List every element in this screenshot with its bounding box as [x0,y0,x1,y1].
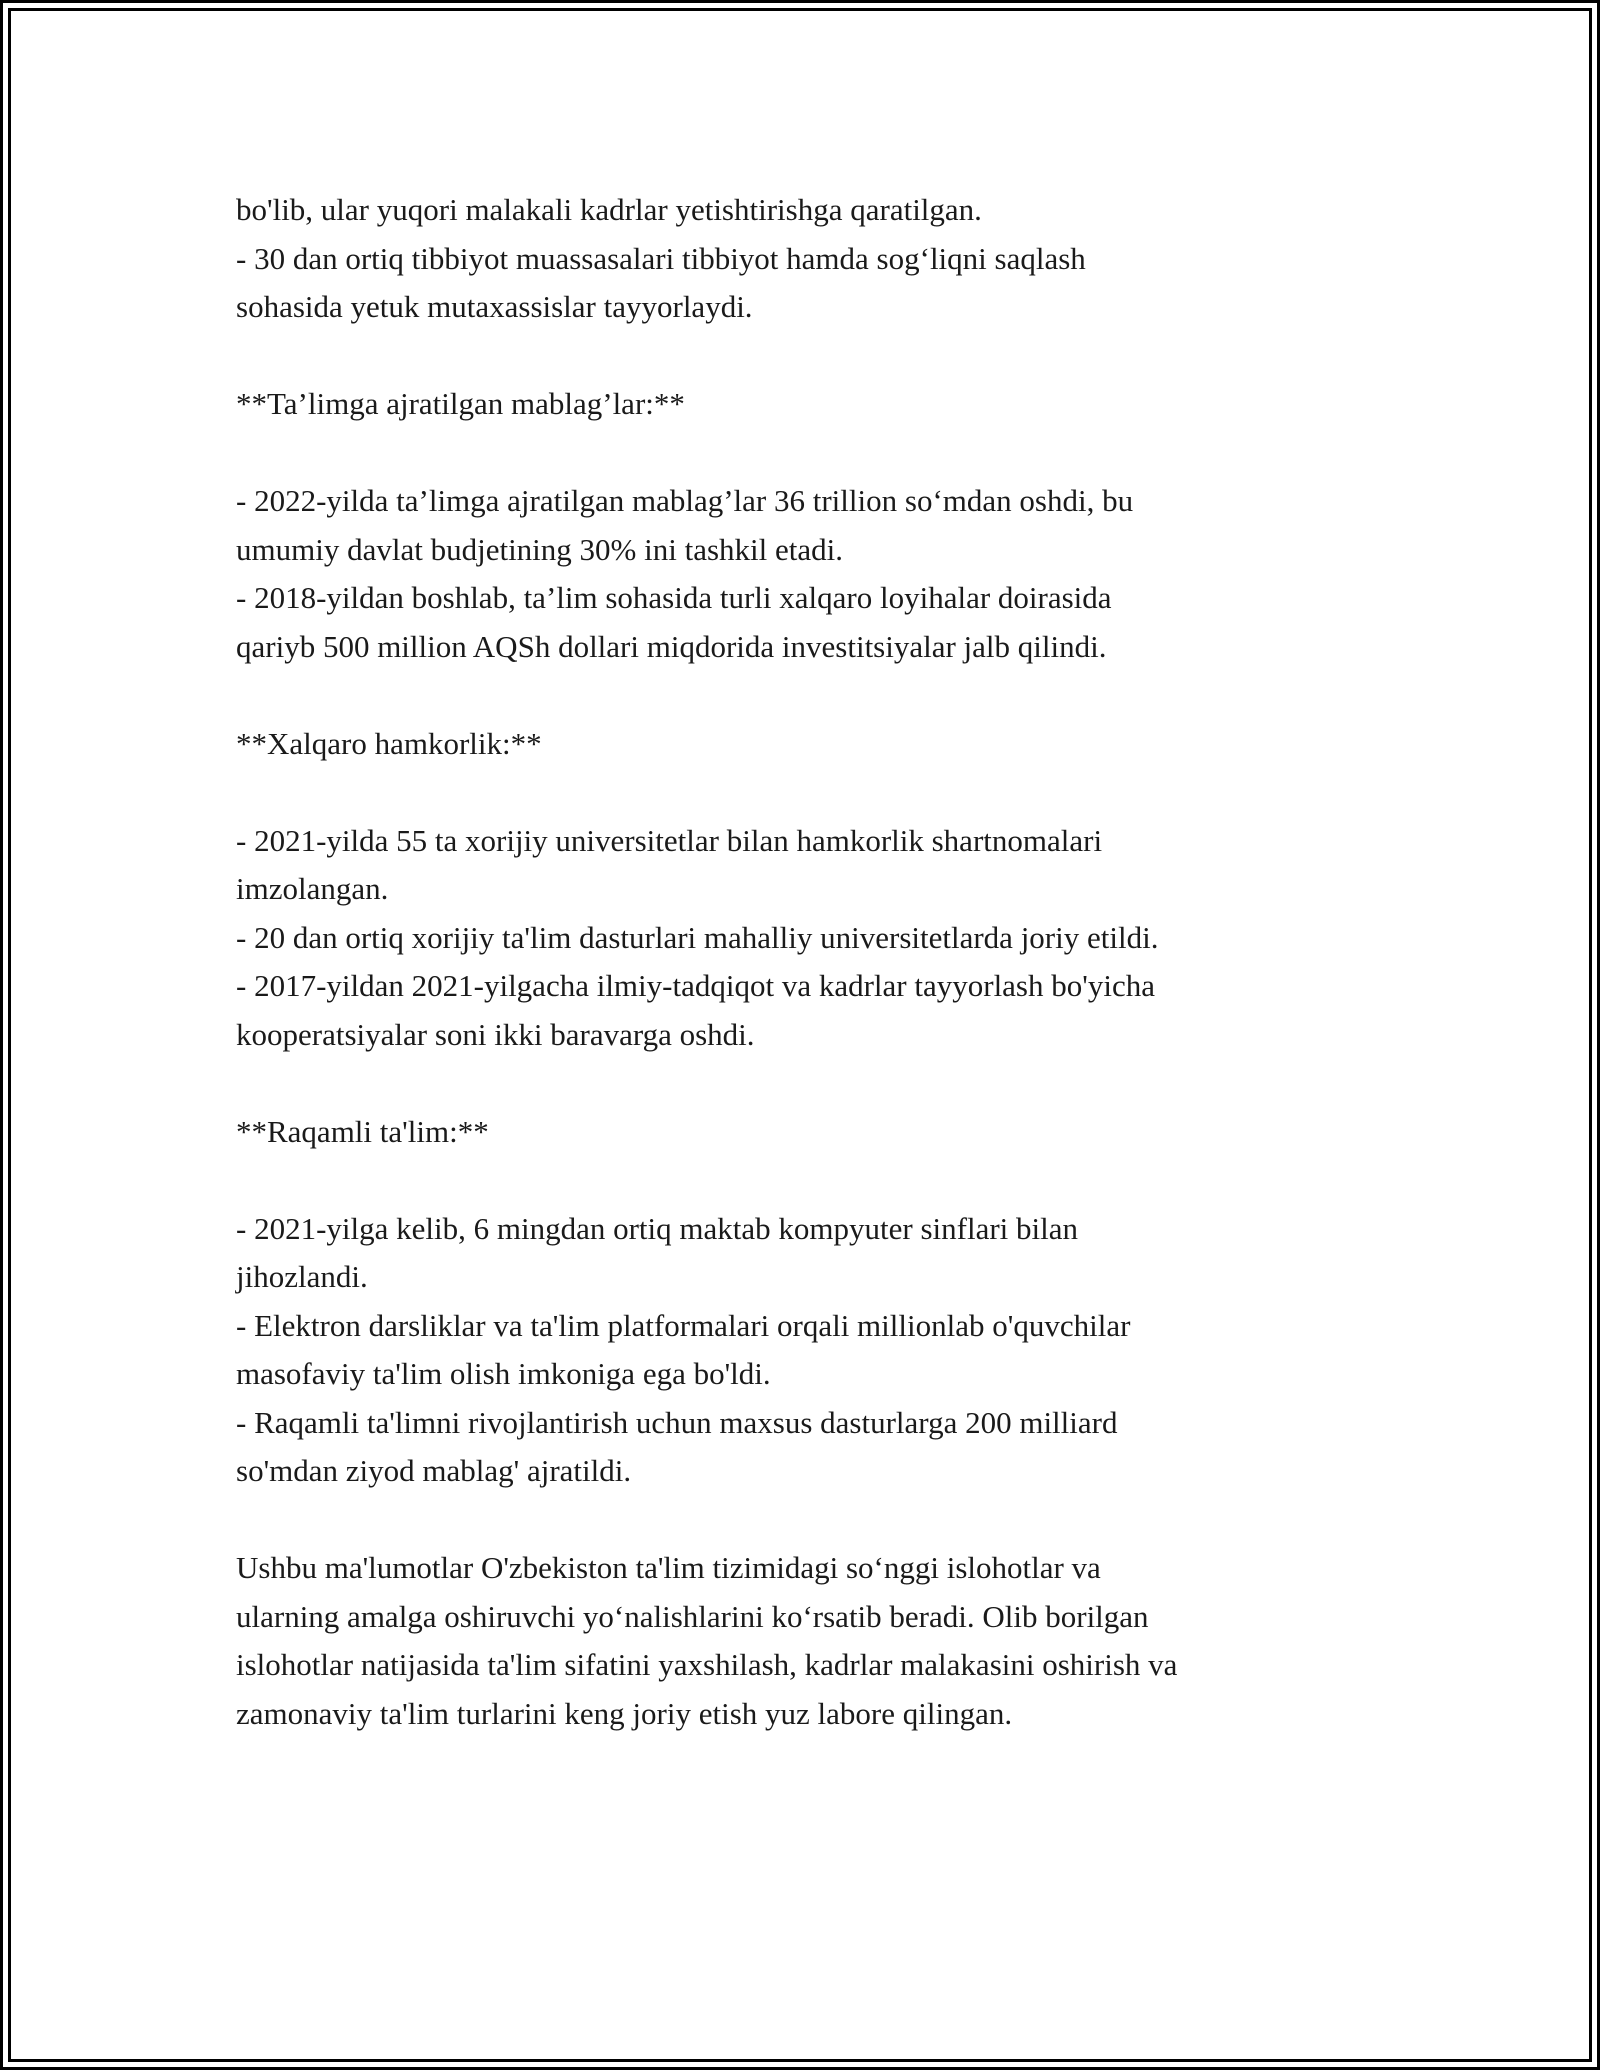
list-item: - 2017-yildan 2021-yilgacha ilmiy-tadqiqot va kadrlar tayyorlash bo'yicha [236,968,1155,1003]
blank-line [236,1059,1376,1108]
text-line: so'mdan ziyod mablag' ajratildi. [236,1453,632,1488]
paragraph-line: Ushbu ma'lumotlar O'zbekiston ta'lim tizimidagi so‘nggi islohotlar va [236,1550,1101,1585]
section-heading: **Raqamli ta'lim:** [236,1113,489,1149]
list-item: - 30 dan ortiq tibbiyot muassasalari tibbiyot hamda sog‘liqni saqlash [236,240,1086,276]
list-item: - 2021-yilga kelib, 6 mingdan ortiq maktab kompyuter sinflari bilan [236,1210,1078,1246]
text-line: qariyb 500 million AQSh dollari miqdorida investitsiyalar jalb qilindi. [236,628,1107,664]
paragraph-line: islohotlar natijasida ta'lim sifatini yaxshilash, kadrlar malakasini oshirish va [236,1647,1178,1682]
list-item: - 2022-yilda ta’limga ajratilgan mablag’lar 36 trillion so‘mdan oshdi, bu [236,483,1134,518]
text-line: imzolangan. [236,871,389,906]
text-line: jihozlandi. [236,1259,368,1294]
paragraph-line: zamonaviy ta'lim turlarini keng joriy etish yuz labore qilingan. [236,1695,1013,1731]
text-line: bo'lib, ular yuqori malakali kadrlar yetishtirishga qaratilgan. [236,192,982,227]
list-item: - Raqamli ta'limni rivojlantirish uchun maxsus dasturlarga 200 milliard [236,1404,1118,1440]
text-line: umumiy davlat budjetining 30% ini tashkil etadi. [236,531,843,567]
list-item: - 20 dan ortiq xorijiy ta'lim dasturlari mahalliy universitetlarda joriy etildi. [236,919,1159,955]
list-item: - 2021-yilda 55 ta xorijiy universitetlar bilan hamkorlik shartnomalari [236,822,1103,858]
section-heading: **Xalqaro hamkorlik:** [236,725,542,761]
blank-line [236,671,1376,720]
section-heading: **Ta’limga ajratilgan mablag’lar:** [236,386,685,421]
paragraph-line: ularning amalga oshiruvchi yo‘nalishlarini ko‘rsatib beradi. Olib borilgan [236,1598,1149,1634]
blank-line [236,1496,1376,1545]
blank-line [236,332,1376,381]
blank-line [236,1156,1376,1205]
text-line: sohasida yetuk mutaxassislar tayyorlaydi. [236,289,753,324]
text-line: masofaviy ta'lim olish imkoniga ega bo'ldi. [236,1356,771,1391]
text-line: kooperatsiyalar soni ikki baravarga oshdi. [236,1016,755,1052]
list-item: - 2018-yildan boshlab, ta’lim sohasida turli xalqaro loyihalar doirasida [236,580,1112,615]
blank-line [236,429,1376,478]
list-item: - Elektron darsliklar va ta'lim platformalari orqali millionlab o'quvchilar [236,1307,1131,1343]
document-body [236,186,1376,1738]
blank-line [236,768,1376,817]
